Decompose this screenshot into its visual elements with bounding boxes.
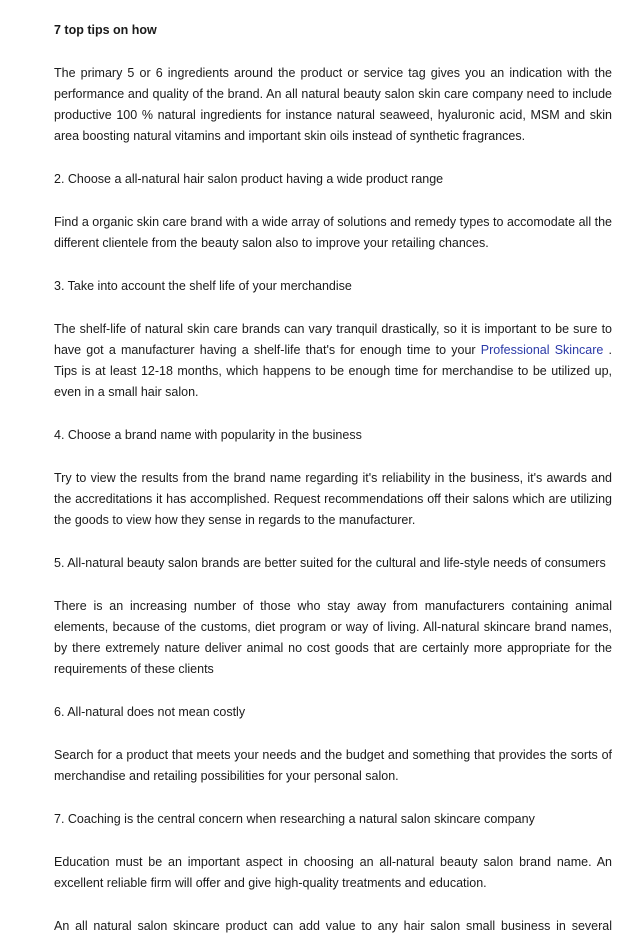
professional-skincare-link[interactable]: Professional Skincare: [480, 343, 604, 357]
section-6-heading: 6. All-natural does not mean costly: [54, 705, 246, 719]
section-1-body: The primary 5 or 6 ingredients around the product or service tag gives you an indication with the performance and quality of the brand. An all natural beauty salon skin care company need to include productive 100 % natural ingredients for instance natural seaweed, hyaluronic acid, MSM and skin area boosting natural vitamins and important skin oils instead of synthetic fragrances.: [54, 66, 612, 143]
section-4-body: Try to view the results from the brand name regarding it's reliability in the business, it's awards and the accreditations it has accomplished. Request recommendations off their salons which are utilizing the goods to view how they sense in regards to the manufacturer.: [54, 471, 612, 527]
page-title: 7 top tips on how: [54, 23, 157, 37]
section-5-heading: 5. All-natural beauty salon brands are better suited for the cultural and life-style needs of consumers: [54, 556, 606, 570]
section-3-body: [54, 319, 612, 403]
section-2-body: Find a organic skin care brand with a wide array of solutions and remedy types to accomodate all the different clientele from the beauty salon also to improve your retailing chances.: [54, 215, 612, 250]
section-3-heading: 3. Take into account the shelf life of your merchandise: [54, 279, 352, 293]
section-3-body-before-link: The shelf-life of natural skin care brands can vary tranquil drastically, so it is important to be sure to have got a manufacturer having a shelf-life that's for enough time to your: [54, 322, 612, 357]
section-4-heading: 4. Choose a brand name with popularity in the business: [54, 428, 362, 442]
section-7-heading: 7. Coaching is the central concern when researching a natural salon skincare company: [54, 812, 535, 826]
section-3-body-after-link: . Tips is at least 12-18 months, which happens to be enough time for merchandise to be utilized up, even in a small hair salon.: [54, 343, 612, 399]
document-body: [54, 20, 612, 937]
closing-paragraph: An all natural salon skincare product can add value to any hair salon small business in several: [54, 919, 612, 933]
section-6-body: Search for a product that meets your needs and the budget and something that provides the sorts of merchandise and retailing possibilities for your personal salon.: [54, 748, 612, 783]
section-5-body: There is an increasing number of those who stay away from manufacturers containing animal elements, because of the customs, diet program or way of living. All-natural skincare brand names, by there extremely nature deliver animal no cost goods that are certainly more appropriate for the requirements of these clients: [54, 599, 612, 676]
section-2-heading: 2. Choose a all-natural hair salon product having a wide product range: [54, 172, 444, 186]
section-7-body: Education must be an important aspect in choosing an all-natural beauty salon brand name. An excellent reliable firm will offer and give high-quality treatments and education.: [54, 855, 612, 890]
